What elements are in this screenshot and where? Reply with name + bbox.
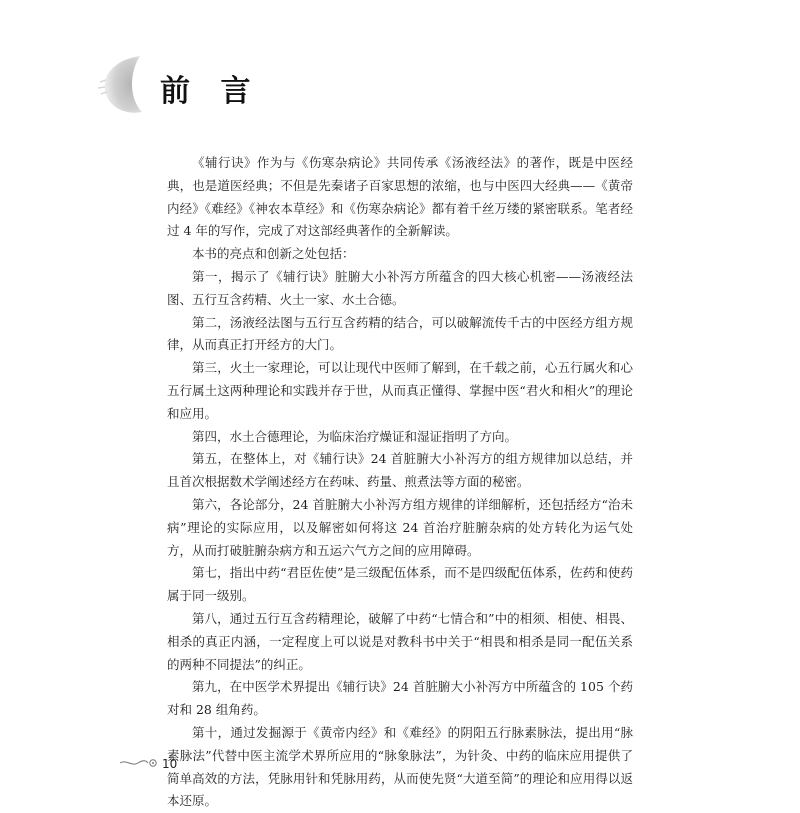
preface-body [167,152,633,813]
ink-brush-blot-icon [96,52,144,116]
paragraph: 第九，在中医学术界提出《辅行诀》24 首脏腑大小补泻方中所蕴含的 105 个药对和 28 组角药。 [167,679,633,718]
paragraph: 本书的亮点和创新之处包括： [192,246,355,262]
paragraph: 第十，通过发掘源于《黄帝内经》和《难经》的阴阳五行脉素脉法，提出用“脉素脉法”代替中医主流学术界所应用的“脉象脉法”，为针灸、中药的临床应用提供了简单高效的方法，凭脉用针和凭脉用药，从而使先贤“大道至简”的理论和应用得以返本还原。 [167,724,633,809]
scroll-ornament-icon [118,757,162,769]
page-title: 前 言 [160,74,261,109]
page-number: 10 [162,757,178,771]
paragraph: 第七，指出中药“君臣佐使”是三级配伍体系，而不是四级配伍体系，佐药和使药属于同一级别。 [167,565,633,604]
paragraph: 第一，揭示了《辅行诀》脏腑大小补泻方所蕴含的四大核心机密——汤液经法图、五行互含药精、火土一家、水土合德。 [167,268,633,307]
paragraph: 第八，通过五行互含药精理论，破解了中药“七情合和”中的相须、相使、相畏、相杀的真正内涵，一定程度上可以说是对教科书中关于“相畏和相杀是同一配伍关系的两种不同提法”的纠正。 [167,610,633,672]
paragraph: 第五，在整体上，对《辅行诀》24 首脏腑大小补泻方的组方规律加以总结，并且首次根据数术学阐述经方在药味、药量、煎煮法等方面的秘密。 [167,451,633,490]
paragraph: 第六，各论部分，24 首脏腑大小补泻方组方规律的详细解析，还包括经方“治未病”理论的实际应用，以及解密如何将这 24 首治疗脏腑杂病的处方转化为运气处方，从而打破脏腑杂病方和五运六气方之间的应用障碍。 [167,496,633,558]
paragraph: 第四，水土合德理论，为临床治疗燥证和湿证指明了方向。 [192,428,518,444]
paragraph: 第二，汤液经法图与五行互含药精的结合，可以破解流传千古的中医经方组方规律，从而真正打开经方的大门。 [167,314,633,353]
paragraph: 第三，火土一家理论，可以让现代中医师了解到，在千载之前，心五行属火和心五行属土这两种理论和实践并存于世，从而真正懂得、掌握中医“君火和相火”的理论和应用。 [167,360,633,421]
paragraph: 《辅行诀》作为与《伤寒杂病论》共同传承《汤液经法》的著作，既是中医经典，也是道医经典；不但是先秦诸子百家思想的浓缩，也与中医四大经典——《黄帝内经》《难经》《神农本草经》和《伤寒杂病论》都有着千丝万缕的紧密联系。笔者经过 4 年的写作，完成了对这部经典著作的全新解读。 [167,155,633,239]
